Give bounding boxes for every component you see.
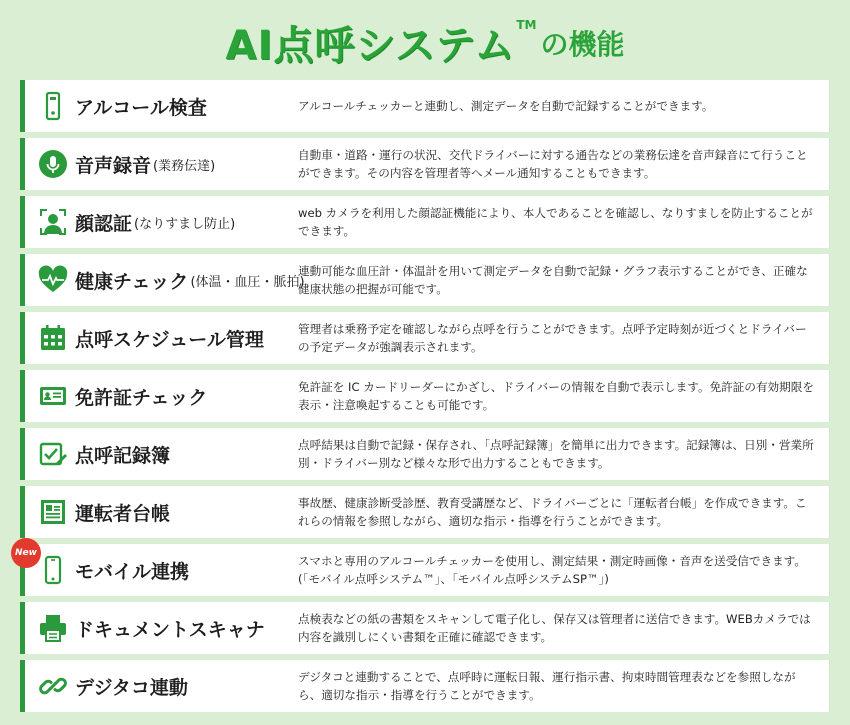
feature-description: 点検表などの紙の書類をスキャンして電子化し、保存又は管理者に送信できます。WEBカメラでは内容を識別しにくい書類を正確に確認できます。	[298, 612, 811, 644]
feature-row-alcohol-check	[20, 80, 830, 132]
feature-row-license-check	[20, 370, 830, 422]
check-edit-icon	[37, 438, 69, 470]
feature-description: 連動可能な血圧計・体温計を用いて測定データを自動で記録・グラフ表示することができ、正確な健康状態の把握が可能です。	[298, 264, 808, 296]
phone-handset-icon	[37, 90, 69, 122]
feature-name: 免許証チェック	[75, 386, 208, 409]
feature-name: 点呼記録簿	[75, 444, 171, 467]
face-scan-icon	[37, 206, 69, 238]
new-badge: New	[11, 538, 41, 568]
smartphone-icon	[37, 554, 69, 586]
title-main: AI点呼システム	[225, 23, 516, 69]
title-trademark: TM	[516, 18, 537, 32]
ledger-icon	[37, 496, 69, 528]
feature-name: 点呼スケジュール管理	[75, 328, 264, 351]
title-suffix: の機能	[540, 27, 625, 61]
feature-description: 自動車・道路・運行の状況、交代ドライバーに対する通告などの業務伝達を音声録音にて行うことができます。その内容を管理者等へメール通知することもできます。	[298, 148, 808, 180]
feature-row-face-auth	[20, 196, 830, 248]
feature-description: デジタコと連動することで、点呼時に運転日報、運行指示書、拘束時間管理表などを参照しながら、適切な指示・指導を行うことができます。	[298, 670, 796, 702]
feature-name: 健康チェック (体温・血圧・脈拍)	[75, 270, 305, 293]
feature-description: 管理者は乗務予定を確認しながら点呼を行うことができます。点呼予定時刻が近づくとドライバーの予定データが強調表示されます。	[298, 322, 807, 354]
feature-description: web カメラを利用した顔認証機能により、本人であることを確認し、なりすましを防止することができます。	[298, 206, 813, 238]
feature-description: 免許証を IC カードリーダーにかざし、ドライバーの情報を自動で表示します。免許証の有効期限を表示・注意喚起することも可能です。	[298, 380, 814, 412]
feature-description: アルコールチェッカーと連動し、測定データを自動で記録することができます。	[298, 99, 714, 113]
link-icon	[37, 670, 69, 702]
microphone-icon	[37, 148, 69, 180]
feature-description: スマホと専用のアルコールチェッカーを使用し、測定結果・測定時画像・音声を送受信できます。(「モバイル点呼システム™」、「モバイル点呼システムSP™」)	[298, 554, 806, 586]
feature-row-document-scanner	[20, 602, 830, 654]
feature-description: 事故歴、健康診断受診歴、教育受講歴など、ドライバーごとに「運転者台帳」を作成できます。これらの情報を参照しながら、適切な指示・指導を行うことができます。	[298, 496, 807, 528]
heart-pulse-icon	[37, 264, 69, 296]
license-card-icon	[37, 380, 69, 412]
page-title	[0, 14, 850, 70]
feature-row-roll-call-record	[20, 428, 830, 480]
feature-row-mobile	[15, 544, 830, 596]
feature-name: デジタコ連動	[75, 676, 188, 699]
calendar-icon	[37, 322, 69, 354]
feature-list	[15, 80, 830, 718]
feature-name: アルコール検査	[75, 96, 207, 119]
feature-row-digital-tachograph	[20, 660, 830, 712]
feature-row-schedule	[20, 312, 830, 364]
feature-row-driver-ledger	[20, 486, 830, 538]
feature-row-health-check	[20, 254, 830, 306]
feature-name: ドキュメントスキャナ	[75, 618, 265, 641]
feature-name: 運転者台帳	[75, 502, 171, 525]
feature-name: 顔認証 (なりすまし防止)	[75, 212, 236, 235]
feature-description: 点呼結果は自動で記録・保存され、「点呼記録簿」を簡単に出力できます。記録簿は、日別・営業所別・ドライバー別など様々な形で出力することもできます。	[298, 438, 814, 470]
printer-icon	[37, 612, 69, 644]
feature-row-voice-recording	[20, 138, 830, 190]
feature-name: モバイル連携	[75, 560, 190, 583]
feature-name: 音声録音 (業務伝達)	[75, 154, 216, 177]
